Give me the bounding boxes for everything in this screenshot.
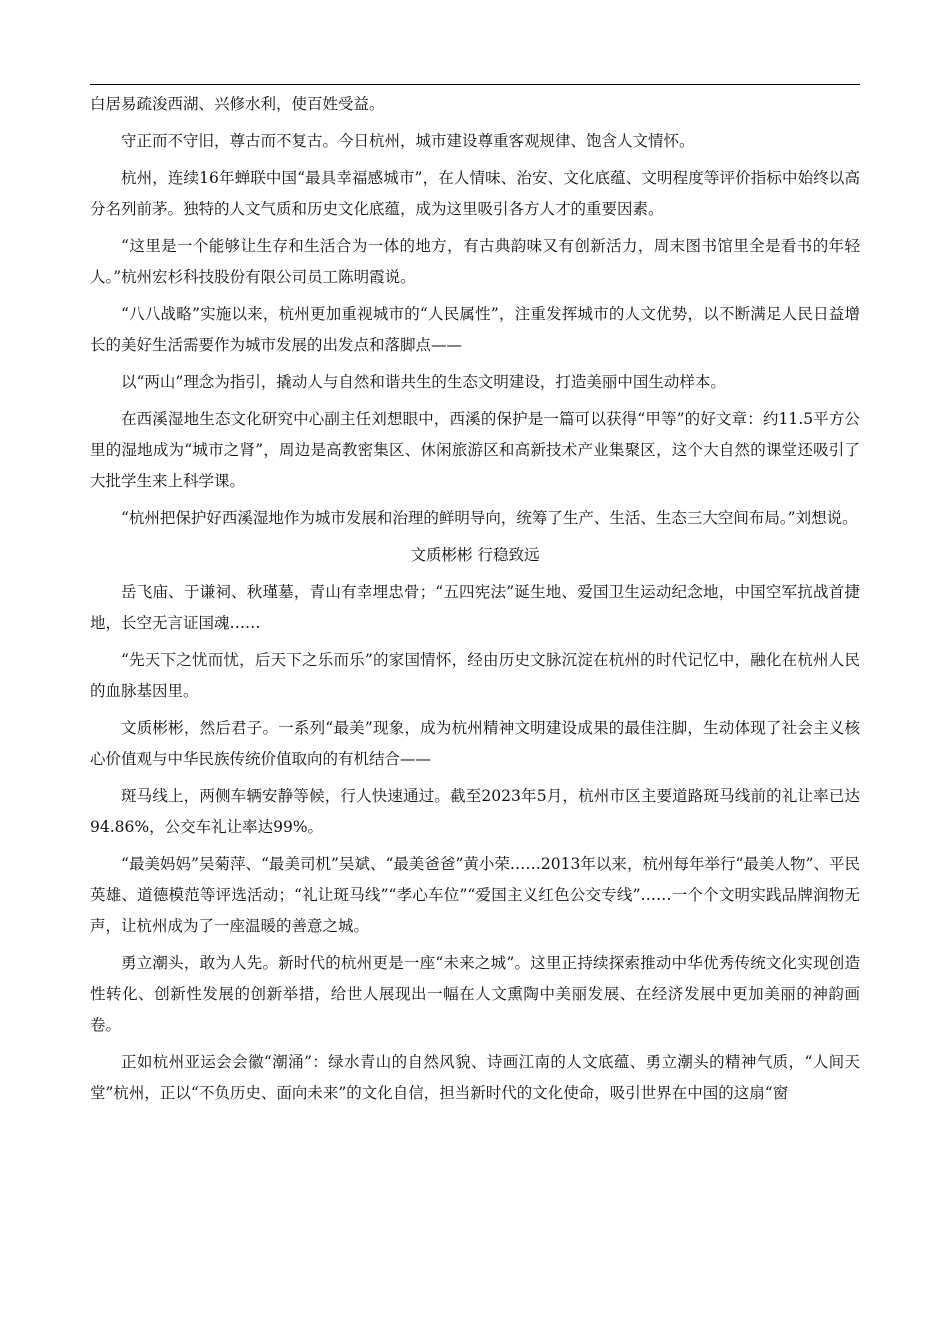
- paragraph: “这里是一个能够让生存和生活合为一体的地方，有古典韵味又有创新活力，周末图书馆里全是看书的年轻人。”杭州宏杉科技股份有限公司员工陈明霞说。: [90, 237, 860, 286]
- paragraph: “先天下之忧而忧，后天下之乐而乐”的家国情怀，经由历史文脉沉淀在杭州的时代记忆中，融化在杭州人民的血脉基因里。: [90, 651, 860, 700]
- paragraph: “最美妈妈”吴菊萍、“最美司机”吴斌、“最美爸爸”黄小荣……2013年以来，杭州每年举行“最美人物”、平民英雄、道德模范等评选活动；“礼让斑马线”“孝心车位”“爱国主义红色公交专线”……一个个文明实践品牌润物无声，让杭州成为了一座温暖的善意之城。: [90, 855, 860, 935]
- paragraph: “八八战略”实施以来，杭州更加重视城市的“人民属性”，注重发挥城市的人文优势，以不断满足人民日益增长的美好生活需要作为城市发展的出发点和落脚点——: [90, 305, 860, 354]
- paragraph: 正如杭州亚运会会徽“潮涌”：绿水青山的自然风貌、诗画江南的人文底蕴、勇立潮头的精神气质，“人间天堂”杭州，正以“不负历史、面向未来”的文化自信，担当新时代的文化使命，吸引世界在中国的这扇“窗: [90, 1053, 860, 1102]
- header-rule: [90, 84, 860, 85]
- paragraph: 以“两山”理念为指引，撬动人与自然和谐共生的生态文明建设，打造美丽中国生动样本。: [121, 373, 726, 391]
- paragraph: 斑马线上，两侧车辆安静等候，行人快速通过。截至2023年5月，杭州市区主要道路斑马线前的礼让率已达94.86%，公交车礼让率达99%。: [90, 787, 860, 836]
- paragraph: 岳飞庙、于谦祠、秋瑾墓，青山有幸埋忠骨；“五四宪法”诞生地、爱国卫生运动纪念地，中国空军抗战首捷地，长空无言证国魂……: [90, 583, 860, 632]
- paragraph: 杭州，连续16年蝉联中国“最具幸福感城市”，在人情味、治安、文化底蕴、文明程度等评价指标中始终以高分名列前茅。独特的人文气质和历史文化底蕴，成为这里吸引各方人才的重要因素。: [90, 169, 860, 218]
- paragraph: 在西溪湿地生态文化研究中心副主任刘想眼中，西溪的保护是一篇可以获得“甲等”的好文章：约11.5平方公里的湿地成为“城市之肾”，周边是高教密集区、休闲旅游区和高新技术产业集聚区，这个大自然的课堂还吸引了大批学生来上科学课。: [90, 410, 860, 490]
- paragraph: 白居易疏浚西湖、兴修水利，使百姓受益。: [90, 95, 385, 113]
- paragraph: “杭州把保护好西溪湿地作为城市发展和治理的鲜明导向，统筹了生产、生活、生态三大空间布局。”刘想说。: [121, 509, 858, 527]
- article-body: [90, 89, 860, 1115]
- paragraph: 文质彬彬，然后君子。一系列“最美”现象，成为杭州精神文明建设成果的最佳注脚，生动体现了社会主义核心价值观与中华民族传统价值取向的有机结合——: [90, 719, 860, 768]
- section-subheading: 文质彬彬 行稳致远: [410, 546, 540, 564]
- paragraph: 勇立潮头，敢为人先。新时代的杭州更是一座“未来之城”。这里正持续探索推动中华优秀传统文化实现创造性转化、创新性发展的创新举措，给世人展现出一幅在人文熏陶中美丽发展、在经济发展中更加美丽的神韵画卷。: [90, 954, 860, 1034]
- paragraph: 守正而不守旧，尊古而不复古。今日杭州，城市建设尊重客观规律、饱含人文情怀。: [121, 132, 695, 150]
